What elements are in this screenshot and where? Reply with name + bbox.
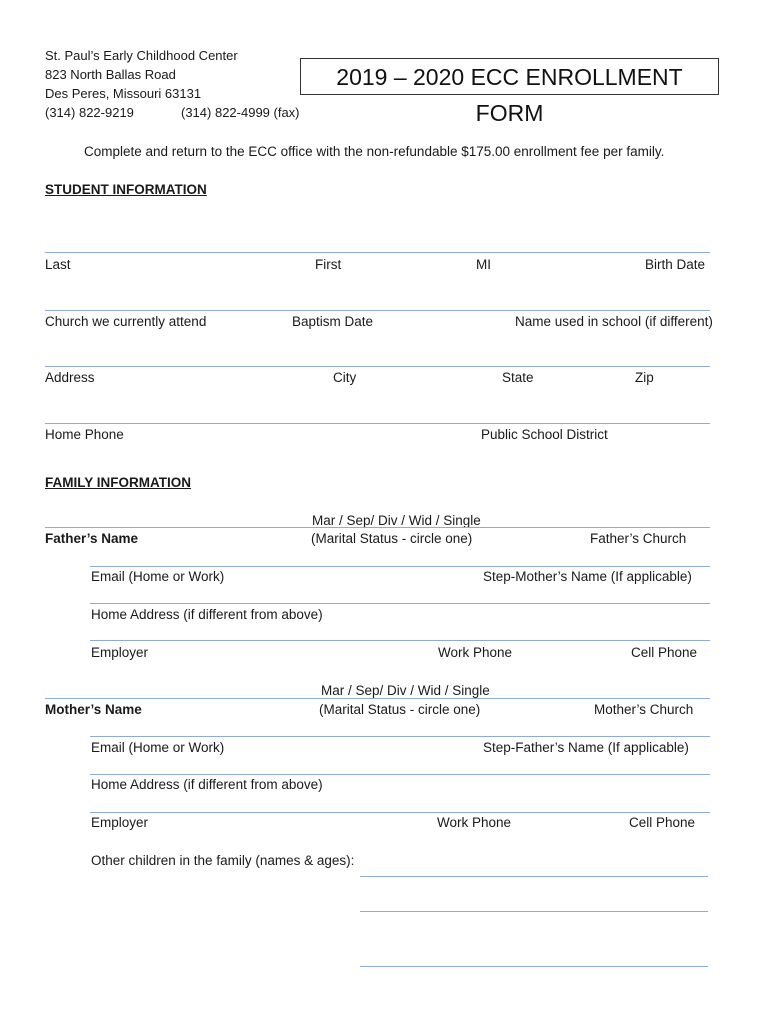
mother-work-phone-label: Work Phone (437, 815, 512, 830)
school-city-state-zip: Des Peres, Missouri 63131 (45, 86, 202, 101)
mother-marital-options: Mar / Sep/ Div / Wid / Single (321, 683, 490, 698)
student-row1-line[interactable] (45, 252, 710, 253)
father-employer-label: Employer (91, 645, 149, 660)
other-children-label: Other children in the family (names & ages): (91, 853, 355, 868)
father-marital-options: Mar / Sep/ Div / Wid / Single (312, 513, 481, 528)
mother-cell-phone-label: Cell Phone (629, 815, 696, 830)
school-phone: (314) 822-9219 (45, 105, 134, 120)
father-cell-phone-label: Cell Phone (631, 645, 698, 660)
mother-name-line[interactable] (45, 698, 710, 699)
home-phone-label: Home Phone (45, 427, 124, 442)
school-name-used-label: Name used in school (if different) (515, 314, 713, 329)
father-employer-line[interactable] (90, 640, 710, 641)
step-mother-label: Step-Mother’s Name (If applicable) (483, 569, 692, 584)
father-work-phone-label: Work Phone (438, 645, 513, 660)
student-row4-line[interactable] (45, 423, 710, 424)
first-name-label: First (315, 257, 342, 272)
mother-church-label: Mother’s Church (594, 702, 694, 717)
other-children-line-2[interactable] (360, 911, 708, 912)
father-marital-note: (Marital Status - circle one) (311, 531, 473, 546)
state-label: State (502, 370, 534, 385)
father-email-label: Email (Home or Work) (91, 569, 225, 584)
school-fax: (314) 822-4999 (fax) (181, 105, 300, 120)
mother-address-line[interactable] (90, 774, 710, 775)
family-section-heading: FAMILY INFORMATION (45, 475, 192, 490)
student-row3-line[interactable] (45, 366, 710, 367)
last-name-label: Last (45, 257, 71, 272)
form-title: 2019 – 2020 ECC ENROLLMENT FORM (300, 58, 719, 95)
father-email-line[interactable] (90, 566, 710, 567)
other-children-line-3[interactable] (360, 966, 708, 967)
mother-email-label: Email (Home or Work) (91, 740, 225, 755)
school-street: 823 North Ballas Road (45, 67, 176, 82)
mother-name-label: Mother’s Name (45, 702, 142, 717)
zip-label: Zip (635, 370, 654, 385)
public-school-district-label: Public School District (481, 427, 608, 442)
student-row2-line[interactable] (45, 310, 710, 311)
middle-initial-label: MI (476, 257, 491, 272)
father-church-label: Father’s Church (590, 531, 687, 546)
other-children-line-1[interactable] (360, 876, 708, 877)
address-label: Address (45, 370, 95, 385)
father-name-label: Father’s Name (45, 531, 139, 546)
mother-employer-label: Employer (91, 815, 149, 830)
student-section-heading: STUDENT INFORMATION (45, 182, 207, 197)
school-name: St. Paul’s Early Childhood Center (45, 48, 238, 63)
mother-home-address-label: Home Address (if different from above) (91, 777, 323, 792)
baptism-date-label: Baptism Date (292, 314, 374, 329)
father-home-address-label: Home Address (if different from above) (91, 607, 323, 622)
instructions: Complete and return to the ECC office with the non-refundable $175.00 enrollment fee per family. (84, 144, 665, 159)
father-address-line[interactable] (90, 603, 710, 604)
birth-date-label: Birth Date (645, 257, 706, 272)
church-label: Church we currently attend (45, 314, 207, 329)
mother-employer-line[interactable] (90, 812, 710, 813)
father-name-line[interactable] (45, 527, 710, 528)
step-father-label: Step-Father’s Name (If applicable) (483, 740, 689, 755)
mother-marital-note: (Marital Status - circle one) (319, 702, 481, 717)
city-label: City (333, 370, 357, 385)
mother-email-line[interactable] (90, 736, 710, 737)
